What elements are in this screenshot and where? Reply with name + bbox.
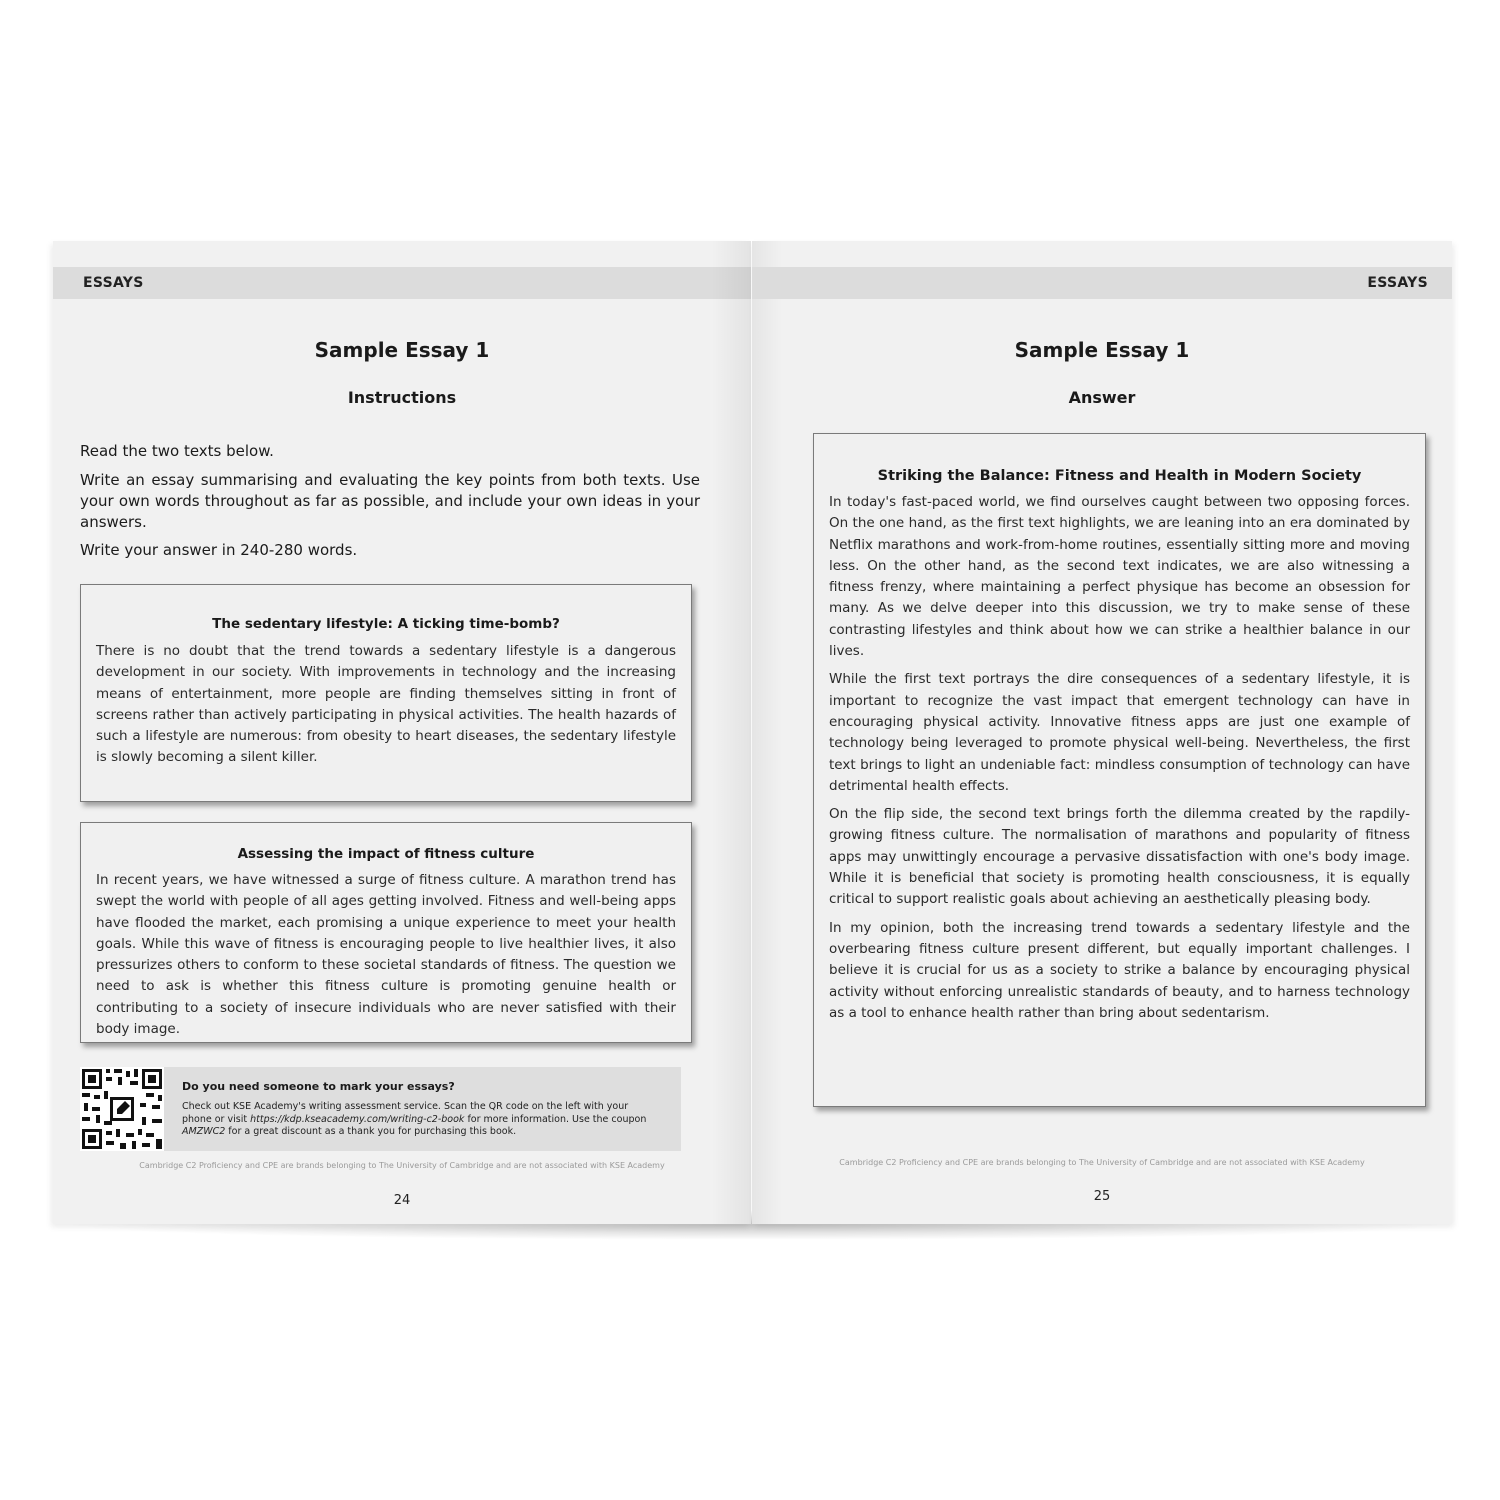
promo-url-link[interactable]: https://kdp.kseacademy.com/writing-c2-book — [250, 1113, 465, 1125]
right-page — [752, 241, 1452, 1224]
text-2-body: In recent years, we have witnessed a surge of fitness culture. A marathon trend has swept the world with people of all ages getting involved. Fitness and well-being apps have flooded the market, each promising a unique experience to meet your health goals. While this wave of fitness is encouraging people to live healthier lives, it also pressurizes others to conform to these societal standards of fitness. The question we need to ask is whether this fitness culture is promoting genuine health or contributing to a society of insecure individuals who are never satisfied with their body image. — [96, 872, 676, 1038]
header-band — [752, 267, 1452, 299]
page-number: 25 — [1093, 1189, 1111, 1204]
instruction-3: Write your answer in 240-280 words. — [80, 541, 358, 559]
essay-paragraph-2: While the first text portrays the dire consequences of a sedentary lifestyle, it is important to recognize the vast impact that emergent technology can have in encouraging physical activity. Innovative fitness apps are just one example of technology being leveraged to promote physical well-being. Nevertheless, the first text brings to light an undeniable fact: mindless consumption of technology can have detrimental health effects. — [829, 671, 1410, 794]
promo-text-part: for more information. Use the coupon — [464, 1113, 647, 1125]
text-2-title: Assessing the impact of fitness culture — [237, 846, 535, 862]
essay-title: Striking the Balance: Fitness and Health in Modern Society — [877, 468, 1362, 484]
essay-paragraph-3: On the flip side, the second text brings forth the dilemma created by the rapdily-growing fitness culture. The normalisation of marathons and popularity of fitness apps may unwittingly encourage a pervasive dissatisfaction with one's body image. While it is beneficial that society is promoting health consciousness, it is equally critical to support realistic goals about achieving an aesthetically pleasing body. — [829, 806, 1410, 908]
footer-note: Cambridge C2 Proficiency and CPE are brands belonging to The University of Cambridge and are not associated with KSE Academy — [139, 1161, 665, 1170]
footer-note: Cambridge C2 Proficiency and CPE are brands belonging to The University of Cambridge and are not associated with KSE Academy — [839, 1158, 1365, 1167]
text-1-title: The sedentary lifestyle: A ticking time-bomb? — [212, 616, 560, 632]
promo-text-part: for a great discount as a thank you for purchasing this book. — [225, 1126, 517, 1137]
answer-box — [813, 433, 1426, 1107]
promo-text — [182, 1101, 652, 1139]
page-title: Sample Essay 1 — [1014, 338, 1190, 362]
left-page — [53, 241, 751, 1224]
promo-banner — [80, 1067, 681, 1151]
essay-paragraph-4: In my opinion, both the increasing trend towards a sedentary lifestyle and the overbearing fitness culture present different, but equally important challenges. I believe it is crucial for us as a society to strike a balance by encouraging physical activity without enforcing unrealistic standards of beauty, and to harness technology as a tool to enhance health rather than bring about sedentarism. — [829, 919, 1410, 1021]
instruction-2: Write an essay summarising and evaluating the key points from both texts. Use your own words throughout as far as possible, and include your own ideas in your answers. — [80, 471, 700, 531]
instruction-1: Read the two texts below. — [80, 442, 274, 460]
page-title: Sample Essay 1 — [314, 338, 490, 362]
page-subtitle: Answer — [1068, 388, 1136, 407]
promo-title: Do you need someone to mark your essays? — [182, 1080, 455, 1093]
page-number: 24 — [393, 1193, 411, 1208]
section-header: ESSAYS — [1367, 275, 1428, 291]
text-box-1 — [80, 584, 692, 802]
section-header: ESSAYS — [83, 275, 144, 291]
header-band — [53, 267, 751, 299]
essay-paragraph-1: In today's fast-paced world, we find ourselves caught between two opposing forces. On the one hand, as the first text highlights, we are leaning into an era dominated by Netflix marathons and work-from-home routines, essentially sitting more and moving less. On the other hand, as the second text indicates, we are also witnessing a fitness frenzy, where maintaining a perfect physique has become an obsession for many. As we delve deeper into this discussion, we try to make sense of these contrasting lifestyles and think about how we can strike a healthier balance in our lives. — [829, 494, 1410, 660]
text-box-2 — [80, 822, 692, 1043]
text-1-body: There is no doubt that the trend towards a sedentary lifestyle is a dangerous development in our society. With improvements in technology and the increasing means of entertainment, more people are finding themselves sitting in front of screens rather than actively participating in physical activities. The health hazards of such a lifestyle are numerous: from obesity to heart diseases, the sedentary lifestyle is slowly becoming a silent killer. — [96, 643, 676, 766]
promo-text-part: Check out KSE Academy's writing assessment service. Scan the QR code on the left with your phone or visit — [182, 1101, 629, 1125]
essay-body — [829, 492, 1410, 1024]
page-subtitle: Instructions — [347, 388, 457, 407]
promo-coupon-code: AMZWC2 — [182, 1126, 226, 1137]
qr-code-icon[interactable] — [80, 1067, 164, 1151]
